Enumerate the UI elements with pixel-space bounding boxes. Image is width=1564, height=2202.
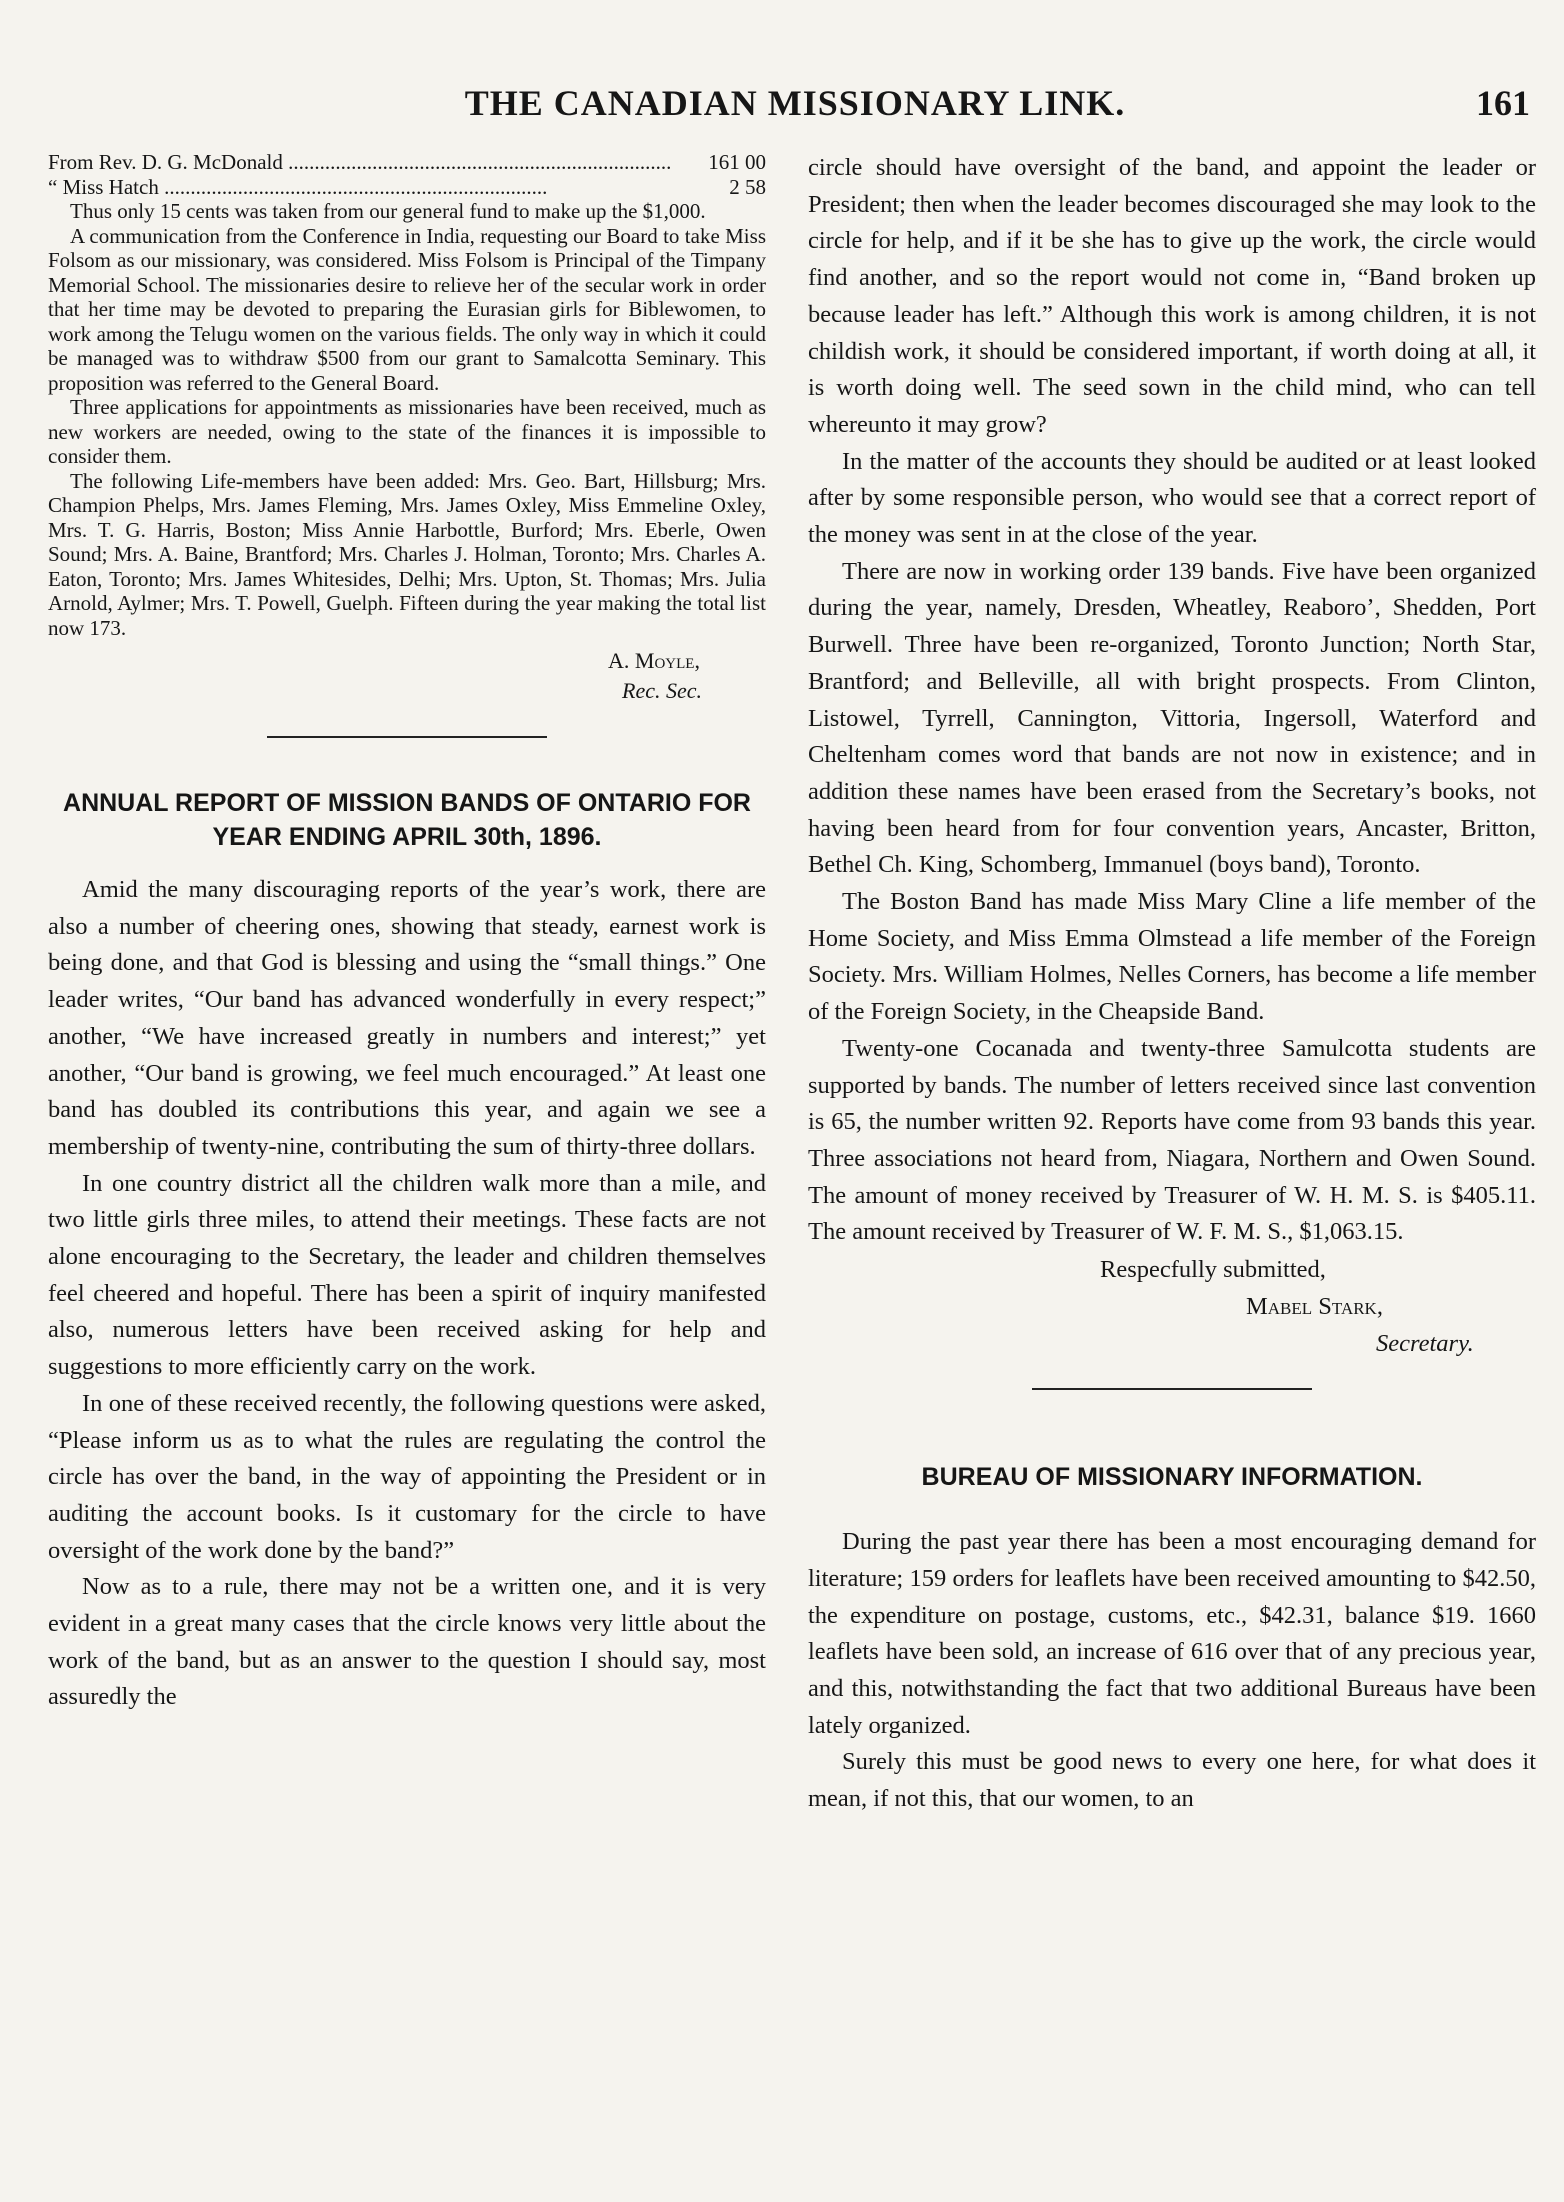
ledger-amount: 2 58	[729, 174, 766, 199]
report-paragraph: In the matter of the accounts they should be audited or at least looked after by some responsible person, who would see that a correct report of the money was sent in at the close of the year.	[808, 447, 1536, 549]
section-divider	[267, 736, 547, 738]
section-divider	[1032, 1388, 1312, 1390]
right-column	[808, 150, 1536, 1818]
report-paragraph: Now as to a rule, there may not be a written one, and it is very evident in a great many cases that the circle knows very little about the work of the band, but as an answer to the question I should say, most assuredly the	[48, 1573, 766, 1711]
signature-role: Rec. Sec.	[622, 678, 702, 703]
report-paragraph: The Boston Band has made Miss Mary Cline a life member of the Home Society, and Miss Emma Olmstead a life member of the Foreign Society. Mrs. William Holmes, Nelles Corners, has become a life member of the Foreign Society, in the Cheapside Band.	[808, 888, 1536, 1026]
bureau-body	[808, 1524, 1536, 1818]
minutes-paragraph: A communication from the Conference in India, requesting our Board to take Miss Folsom as our missionary, was considered. Miss Folsom is Principal of the Timpany Memorial School. The missionaries desire to relieve her of the secular work in order that her time may be devoted to preparing the Eurasian girls for Biblewomen, to work among the Telugu women on the various fields. The only way in which it could be managed was to withdraw $500 from our grant to Samalcotta Seminary. This proposition was referred to the General Board.	[48, 223, 766, 395]
bureau-title: BUREAU OF MISSIONARY INFORMATION.	[921, 1463, 1423, 1492]
report-paragraph: In one of these received recently, the following questions were asked, “Please inform us as to what the rules are regulating the control the circle has over the band, in the way of appointing the President or in auditing the account books. Is it customary for the circle to have oversight of the work done by the band?”	[48, 1389, 766, 1564]
report-signature	[808, 1251, 1536, 1362]
left-column	[48, 150, 766, 1716]
minutes-section	[48, 150, 766, 706]
page-number: 161	[1476, 83, 1530, 123]
report-continuation	[808, 150, 1536, 1251]
signature-name: Mabel Stark,	[1246, 1293, 1383, 1321]
minutes-signature	[48, 646, 766, 706]
ledger-amount: 161 00	[708, 150, 766, 174]
page-header	[60, 82, 1530, 142]
report-title: ANNUAL REPORT OF MISSION BANDS OF ONTARIO FOR YEAR ENDING APRIL 30th, 1896.	[63, 789, 751, 851]
signature-name: A. Moyle,	[608, 648, 700, 673]
masthead-title: THE CANADIAN MISSIONARY LINK.	[464, 83, 1126, 123]
report-paragraph: There are now in working order 139 bands. Five have been organized during the year, namely, Dresden, Wheatley, Reaboro’, Shedden, Port Burwell. Three have been re-organized, Toronto Junction; North Star, Brantford; and Belleville, all with bright prospects. From Clinton, Listowel, Tyrrell, Cannington, Vittoria, Ingersoll, Waterford and Cheltenham comes word that bands are not now in existence; and in addition these names have been erased from the Secretary’s books, not having been heard from for four convention years, Ancaster, Britton, Bethel Ch. King, Schomberg, Immanuel (boys band), Toronto.	[808, 557, 1536, 879]
signature-role: Secretary.	[1376, 1330, 1474, 1358]
bureau-paragraph: During the past year there has been a most encouraging demand for literature; 159 orders for leaflets have been received amounting to $42.50, the expenditure on postage, customs, etc., $42.31, balance $19. 1660 leaflets have been sold, an increase of 616 over that of any precious year, and this, notwithstanding the fact that two additional Bureaus have been lately organized.	[808, 1528, 1536, 1739]
bureau-paragraph: Surely this must be good news to every one here, for what does it mean, if not this, that our women, to an	[808, 1748, 1536, 1813]
ledger-row	[48, 175, 766, 200]
ledger-name: “ Miss Hatch .....	[48, 175, 676, 200]
minutes-paragraph: Three applications for appointments as missionaries have been received, much as new workers are needed, owing to the state of the finances it is impossible to consider them.	[48, 395, 766, 468]
report-paragraph: Amid the many discouraging reports of the year’s work, there are also a number of cheering ones, showing that steady, earnest work is being done, and that God is blessing and using the “small things.” One leader writes, “Our band has advanced wonderfully in every respect;” another, “We have increased greatly in numbers and interest;” yet another, “Our band is growing, we feel much encouraged.” At least one band has doubled its contributions this year, and again we see a membership of twenty-nine, contributing the sum of thirty-three dollars.	[48, 876, 766, 1160]
minutes-paragraph: The following Life-members have been added: Mrs. Geo. Bart, Hillsburg; Mrs. Champion Phelps, Mrs. James Fleming, Mrs. James Oxley, Miss Emmeline Oxley, Mrs. T. G. Harris, Boston; Miss Annie Harbottle, Burford; Mrs. Eberle, Owen Sound; Mrs. A. Baine, Brantford; Mrs. Charles J. Holman, Toronto; Mrs. Charles A. Eaton, Toronto; Mrs. James Whitesides, Delhi; Mrs. Upton, St. Thomas; Mrs. Julia Arnold, Aylmer; Mrs. T. Powell, Guelph. Fifteen during the year making the total list now 173.	[48, 468, 766, 640]
signature-closing: Respecfully submitted,	[1100, 1256, 1326, 1284]
report-paragraph: In one country district all the children walk more than a mile, and two little girls three miles, to attend their meetings. These facts are not alone encouraging to the Secretary, the leader and children themselves feel cheered and hopeful. There has been a spirit of inquiry manifested also, numerous letters have been received asking for help and suggestions to more efficiently carry on the work.	[48, 1169, 766, 1381]
report-paragraph: circle should have oversight of the band, and appoint the leader or President; then when the leader becomes discouraged she may look to the circle for help, and if it be she has to give up the work, the circle would find another, and so the report would not come in, “Band broken up because leader has left.” Although this work is among children, it is not childish work, it should be considered important, if worth doing at all, it is worth doing well. The seed sown in the child mind, who can tell whereunto it may grow?	[808, 154, 1536, 438]
report-body	[48, 872, 766, 1716]
minutes-paragraph: Thus only 15 cents was taken from our general fund to make up the $1,000.	[70, 199, 706, 223]
ledger-row	[48, 150, 766, 175]
report-paragraph: Twenty-one Cocanada and twenty-three Samulcotta students are supported by bands. The number of letters received since last convention is 65, the number written 92. Reports have come from 93 bands this year. Three associations not heard from, Niagara, Northern and Owen Sound. The amount of money received by Treasurer of W. H. M. S. is $405.11. The amount received by Treasurer of W. F. M. S., $1,063.15.	[808, 1034, 1536, 1246]
ledger-name: From Rev. D. G. McDonald .....	[48, 150, 676, 175]
